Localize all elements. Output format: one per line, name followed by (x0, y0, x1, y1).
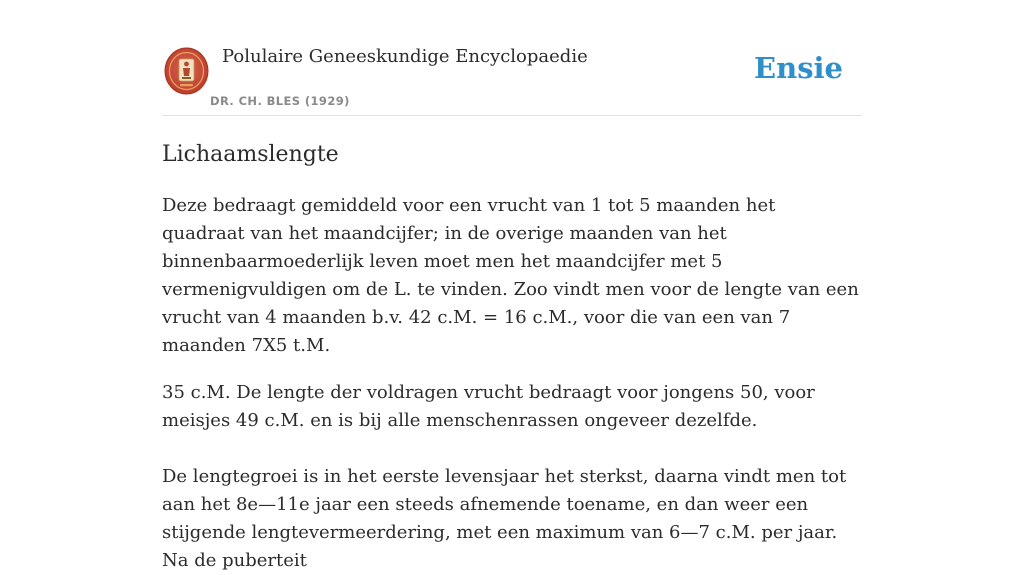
article-title: Lichaamslengte (162, 142, 339, 167)
book-title[interactable]: Polulaire Geneeskundige Encyclopaedie (222, 46, 588, 67)
book-cover-icon[interactable] (164, 47, 209, 95)
article-paragraph: 35 c.M. De lengte der voldragen vrucht bedraagt voor jongens 50, voor meisjes 49 c.M. en is bij alle menschenrassen ongeveer dezelfde. (162, 382, 815, 431)
ensie-logo[interactable]: Ensie (754, 51, 843, 85)
article-paragraph: Deze bedraagt gemiddeld voor een vrucht van 1 tot 5 maanden het quadraat van het maandcijfer; in de overige maanden van het binnenbaarmoederlijk leven moet men het maandcijfer met 5 vermenigvuldigen om de L. te vinden. Zoo vindt men voor de lengte van een vrucht van 4 maanden b.v. 42 c.M. = 16 c.M., voor die van een van 7 maanden 7X5 t.M. (162, 195, 859, 356)
article (162, 140, 862, 575)
article-paragraph: De lengtegroei is in het eerste levensjaar het sterkst, daarna vindt men tot aan het 8e—11e jaar een steeds afnemende toename, en dan weer een stijgende lengtevermeerdering, met een maximum van 6—7 c.M. per jaar. Na de puberteit (162, 466, 847, 571)
header (162, 0, 862, 116)
book-author: DR. CH. BLES (1929) (210, 94, 350, 108)
